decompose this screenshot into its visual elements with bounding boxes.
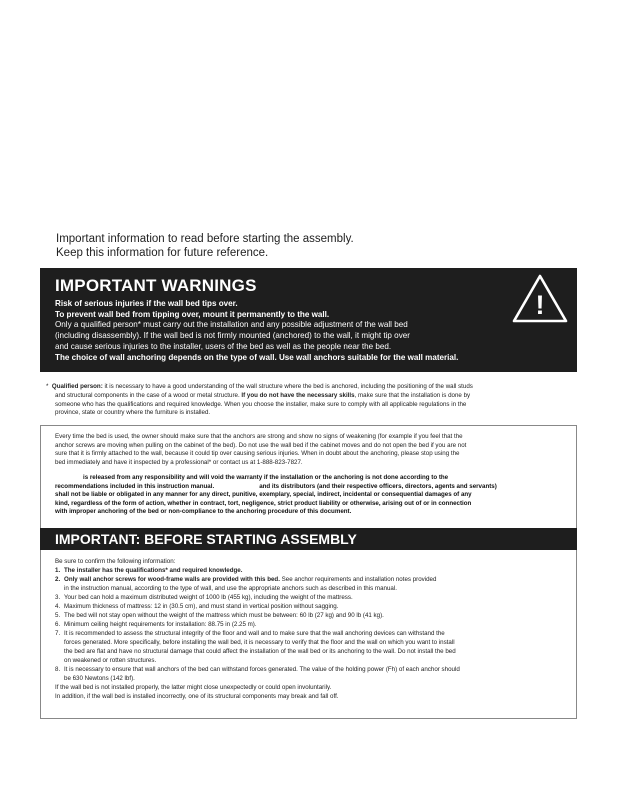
assembly-steps	[55, 557, 570, 701]
step-6	[55, 620, 570, 629]
liability-line-2a: recommendations included in this instruction manual.	[55, 482, 215, 490]
step-7-text-c: the bed are flat and have no structural damage that could affect the installation of the wall bed or its anchoring to the wall. Do not install the bed	[64, 648, 456, 655]
assembly-header-bar	[40, 528, 577, 550]
step-8	[55, 665, 570, 674]
intro-line-1: Important information to read before starting the assembly.	[56, 233, 354, 245]
qualified-line-2-end: , make sure that the installation is done by	[354, 391, 471, 399]
warning-triangle-icon	[512, 274, 568, 324]
safety-line-2: anchor screws are moving when pulling on the cabinet of the bed). Do not use the wall bed if the cabinet moves and do not open the bed if you are not	[55, 441, 467, 449]
step-8-number: 8.	[55, 666, 61, 673]
assembly-intro: Be sure to confirm the following information:	[55, 558, 176, 565]
intro-line-2: Keep this information for future reference.	[56, 247, 269, 259]
warnings-line-3: Only a qualified person* must carry out the installation and any possible adjustment of the wall bed	[55, 320, 408, 330]
step-5	[55, 611, 570, 620]
safety-line-3: sure that it is firmly attached to the wall, because it could tip over causing serious injuries. When in doubt about the anchoring, please stop using the	[55, 450, 460, 458]
step-7-text-d: on weakened or rotten structures.	[64, 657, 157, 664]
step-7-text-a: It is recommended to assess the structural integrity of the floor and wall and to make sure that the wall anchoring devices can withstand the	[64, 630, 445, 637]
step-1-number: 1.	[55, 567, 61, 574]
step-7	[55, 629, 570, 638]
step-2-text: See anchor requirements and installation notes provided	[279, 576, 437, 583]
warning-exclamation: !	[535, 290, 545, 320]
qualified-line-4: province, state or country where the furniture is installed.	[55, 409, 211, 417]
assembly-title: IMPORTANT: BEFORE STARTING ASSEMBLY	[55, 531, 357, 547]
safety-line-1: Every time the bed is used, the owner should make sure that the anchors are strong and show no signs of weakening (for example if you feel that the	[55, 433, 463, 440]
step-3	[55, 593, 570, 602]
liability-line-4: kind, regardless of the form of action, whether in contract, tort, negligence, strict product liability or otherwise, arising out of or in connection	[55, 499, 472, 507]
step-1	[55, 566, 570, 575]
warnings-line-1: Risk of serious injuries if the wall bed tips over.	[55, 299, 238, 308]
warnings-line-2: To prevent wall bed from tipping over, mount it permanently to the wall.	[55, 309, 330, 319]
step-6-number: 6.	[55, 621, 61, 628]
step-2-cont: in the instruction manual, according to the type of wall, and use the appropriate anchors such as described in this manual.	[64, 585, 397, 592]
step-8-text-a: It is necessary to ensure that wall anchors of the bed can withstand forces generated. The value of the holding power (Fh) of each anchor should	[64, 666, 460, 673]
assembly-tail-1: If the wall bed is not installed properly, the latter might close unexpectedly or could open involuntarily.	[55, 684, 332, 691]
step-8-text-b: be 630 Newtons (142 lbf).	[64, 675, 135, 682]
step-4-text: Maximum thickness of mattress: 12 in (30.5 cm), and must stand in vertical position without sagging.	[64, 603, 339, 610]
step-2-number: 2.	[55, 576, 61, 583]
liability-paragraph	[55, 474, 570, 517]
step-4	[55, 602, 570, 611]
intro-text	[56, 232, 576, 260]
safety-line-4: bed immediately and have it inspected by a professional* or contact us at 1-888-823-7827.	[55, 458, 303, 466]
step-5-text: The bed will not stay open without the weight of the mattress which must be between: 60 lb (27 kg) and 90 lb (41 kg).	[64, 612, 384, 619]
warnings-box	[40, 268, 577, 372]
step-4-number: 4.	[55, 603, 61, 610]
qualified-line-3: someone who has the qualifications and required knowledge. When you choose the installer, make sure to comply with all applicable regulations in the	[55, 400, 467, 408]
step-7-number: 7.	[55, 630, 61, 637]
step-3-number: 3.	[55, 594, 61, 601]
liability-line-3: shall not be liable or obligated in any manner for any direct, punitive, exemplary, special, indirect, incidental or consequential damages of any	[55, 491, 472, 499]
qualified-label: Qualified person:	[51, 383, 103, 390]
footnote-marker: *	[46, 383, 49, 390]
warnings-line-4: (including disassembly). If the wall bed is not firmly mounted (anchored) to the wall, it might tip over	[55, 331, 410, 341]
liability-line-2b: and its distributors (and their respective officers, directors, agents and servants)	[259, 482, 497, 490]
step-1-text: The installer has the qualifications* and required knowledge.	[64, 567, 243, 574]
safety-paragraph	[55, 433, 570, 467]
warnings-title: IMPORTANT WARNINGS	[55, 276, 257, 295]
qualified-person-note	[46, 383, 576, 418]
qualified-line-2: and structural components in the case of a wood or metal structure.	[55, 391, 240, 399]
step-2-bold: Only wall anchor screws for wood-frame walls are provided with this bed.	[64, 576, 280, 583]
assembly-tail-2: In addition, if the wall bed is installed incorrectly, one of its structural components may break and fall off.	[55, 693, 339, 700]
warnings-line-5: and cause serious injuries to the installer, users of the bed as well as the people near the bed.	[55, 341, 392, 351]
step-7-text-b: forces generated. More specifically, before installing the wall bed, it is necessary to verify that the floor and the wall on which you want to install	[64, 639, 455, 646]
step-6-text: Minimum ceiling height requirements for installation: 88.75 in (2.25 m).	[64, 621, 257, 628]
liability-line-1: is released from any responsibility and will void the warranty if the installation or the anchoring is not done according to the	[83, 474, 449, 481]
qualified-line-2-bold: If you do not have the necessary skills	[239, 391, 355, 399]
warnings-line-6: The choice of wall anchoring depends on the type of wall. Use wall anchors suitable for the wall material.	[55, 352, 459, 362]
step-3-text: Your bed can hold a maximum distributed weight of 1000 lb (455 kg), including the weight of the mattress.	[64, 594, 353, 601]
warnings-body	[55, 299, 515, 363]
liability-line-5: with improper anchoring of the bed or non-compliance to the anchoring procedure of this document.	[55, 508, 352, 516]
qualified-line-1: it is necessary to have a good understanding of the wall structure where the bed is anchored, including the positioning of the wall studs	[102, 383, 473, 390]
step-5-number: 5.	[55, 612, 61, 619]
step-2	[55, 575, 570, 584]
